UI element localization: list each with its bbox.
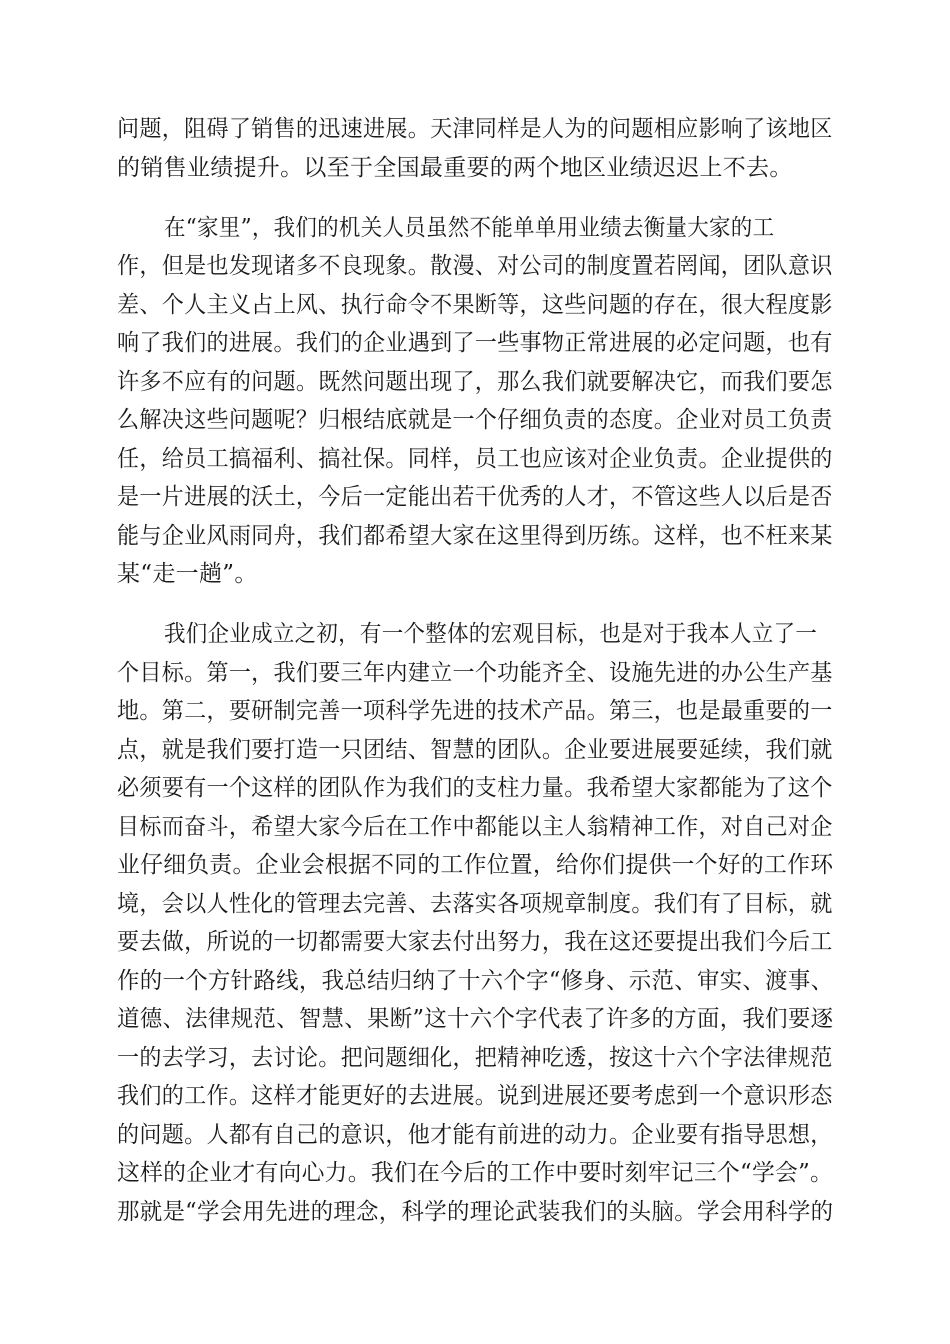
text-line: 境，会以人性化的管理去完善、去落实各项规章制度。我们有了目标，就 bbox=[117, 891, 833, 917]
text-line: 作，但是也发现诸多不良现象。散漫、对公司的制度置若罔闻，团队意识 bbox=[117, 253, 833, 279]
text-line: 许多不应有的问题。既然问题出现了，那么我们就要解决它，而我们要怎 bbox=[117, 369, 833, 395]
text-line: 这样的企业才有向心力。我们在今后的工作中要时刻牢记三个“学会”。 bbox=[117, 1160, 834, 1186]
text-line: 业仔细负责。企业会根据不同的工作位置，给你们提供一个好的工作环 bbox=[117, 852, 834, 878]
paragraph-first-line: 我们企业成立之初，有一个整体的宏观目标，也是对于我本人立了一 bbox=[164, 621, 818, 647]
text-line: 要去做，所说的一切都需要大家去付出努力，我在这还要提出我们今后工 bbox=[117, 929, 833, 955]
text-line: 某“走一趟”。 bbox=[117, 561, 258, 587]
text-line: 个目标。第一，我们要三年内建立一个功能齐全、设施先进的办公生产基 bbox=[117, 660, 833, 686]
text-line: 能与企业风雨同舟，我们都希望大家在这里得到历练。这样，也不枉来某 bbox=[117, 523, 833, 549]
paragraph-first-line: 在“家里”，我们的机关人员虽然不能单单用业绩去衡量大家的工 bbox=[164, 215, 775, 241]
text-line: 问题，阻碍了销售的迅速进展。天津同样是人为的问题相应影响了该地区 bbox=[117, 116, 833, 142]
text-line: 道德、法律规范、智慧、果断”这十六个字代表了许多的方面，我们要逐 bbox=[117, 1006, 834, 1032]
text-line: 任，给员工搞福利、搞社保。同样，员工也应该对企业负责。企业提供的 bbox=[117, 446, 833, 472]
text-line: 的销售业绩提升。以至于全国最重要的两个地区业绩迟迟上不去。 bbox=[117, 155, 793, 181]
text-line: 必须要有一个这样的团队作为我们的支柱力量。我希望大家都能为了这个 bbox=[117, 775, 833, 801]
text-line: 的问题。人都有自己的意识，他才能有前进的动力。企业要有指导思想， bbox=[117, 1122, 833, 1148]
text-line: 地。第二，要研制完善一项科学先进的技术产品。第三，也是最重要的一 bbox=[117, 698, 833, 724]
text-line: 响了我们的进展。我们的企业遇到了一些事物正常进展的必定问题，也有 bbox=[117, 330, 833, 356]
text-line: 是一片进展的沃土，今后一定能出若干优秀的人才，不管这些人以后是否 bbox=[117, 484, 833, 510]
text-line: 我们的工作。这样才能更好的去进展。说到进展还要考虑到一个意识形态 bbox=[117, 1083, 833, 1109]
text-line: 差、个人主义占上风、执行命令不果断等，这些问题的存在，很大程度影 bbox=[117, 292, 833, 318]
text-line: 点，就是我们要打造一只团结、智慧的团队。企业要进展要延续，我们就 bbox=[117, 737, 833, 763]
text-line: 作的一个方针路线，我总结归纳了十六个字“修身、示范、审实、渡事、 bbox=[117, 968, 834, 994]
text-line: 目标而奋斗，希望大家今后在工作中都能以主人翁精神工作，对自己对企 bbox=[117, 814, 833, 840]
text-line: 么解决这些问题呢？归根结底就是一个仔细负责的态度。企业对员工负责 bbox=[117, 407, 833, 433]
text-line: 一的去学习，去讨论。把问题细化，把精神吃透，按这十六个字法律规范 bbox=[117, 1045, 833, 1071]
text-line: 那就是“学会用先进的理念，科学的理论武装我们的头脑。学会用科学的 bbox=[117, 1199, 834, 1225]
